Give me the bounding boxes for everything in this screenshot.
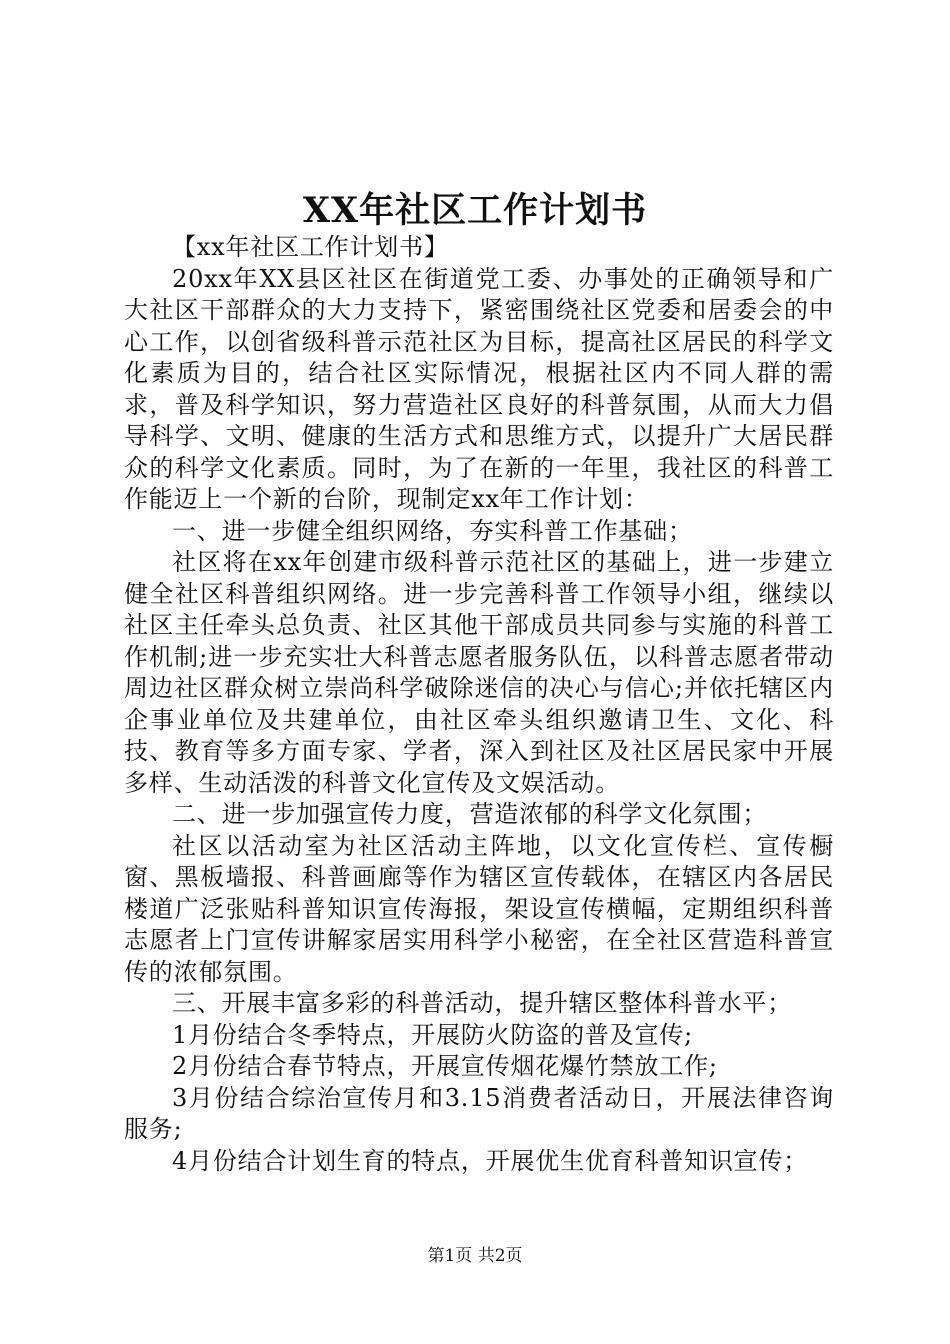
paragraph-month-1: 1月份结合冬季特点，开展防火防盗的普及宣传; [172,1020,693,1049]
paragraph-section-1-body: 社区将在xx年创建市级科普示范社区的基础上，进一步建立健全社区科普组织网络。进一步完善科普工作领导小组，继续以社区主任牵头总负责、社区其他干部成员共同参与实施的科普工作机制;进一步充实壮大科普志愿者服务队伍，以科普志愿者带动周边社区群众树立崇尚科学破除迷信的决心与信心;并依托辖区内企事业单位及共建单位，由社区牵头组织邀请卫生、文化、科技、教育等多方面专家、学者，深入到社区及社区居民家中开展多样、生动活泼的科普文化宣传及文娱活动。 [124,548,834,797]
page-footer: 第1页 共2页 [427,1246,523,1266]
paragraph-section-3-heading: 三、开展丰富多彩的科普活动，提升辖区整体科普水平； [172,989,792,1017]
document-title: XX年社区工作计划书 [302,190,648,231]
paragraph-section-2-heading: 二、进一步加强宣传力度，营造浓郁的科学文化氛围； [172,800,768,828]
paragraph-intro: 20xx年XX县区社区在街道党工委、办事处的正确领导和广大社区干部群众的大力支持下，紧密围绕社区党委和居委会的中心工作，以创省级科普示范社区为目标，提高社区居民的科学文化素质为目的，结合社区实际情况，根据社区内不同人群的需求，普及科学知识，努力营造社区良好的科普氛围，从而大力倡导科学、文明、健康的生活方式和思维方式，以提升广大居民群众的科学文化素质。同时，为了在新的一年里，我社区的科普工作能迈上一个新的台阶，现制定xx年工作计划： [124,264,834,513]
paragraph-month-3: 3月份结合综治宣传月和3.15消费者活动日，开展法律咨询服务; [124,1083,834,1143]
paragraph-section-1-heading: 一、进一步健全组织网络，夯实科普工作基础； [172,516,693,545]
paragraph-heading-bracket: 【xx年社区工作计划书】 [172,233,449,261]
document-body [124,232,834,1177]
paragraph-section-2-body: 社区以活动室为社区活动主阵地，以文化宣传栏、宣传橱窗、黑板墙报、科普画廊等作为辖区宣传载体，在辖区内各居民楼道广泛张贴科普知识宣传海报，架设宣传横幅，定期组织科普志愿者上门宣传讲解家居实用科学小秘密，在全社区营造科普宣传的浓郁氛围。 [124,831,834,986]
paragraph-month-2: 2月份结合春节特点，开展宣传烟花爆竹禁放工作; [172,1052,718,1080]
paragraph-month-4: 4月份结合计划生育的特点，开展优生优育科普知识宣传； [172,1146,809,1175]
